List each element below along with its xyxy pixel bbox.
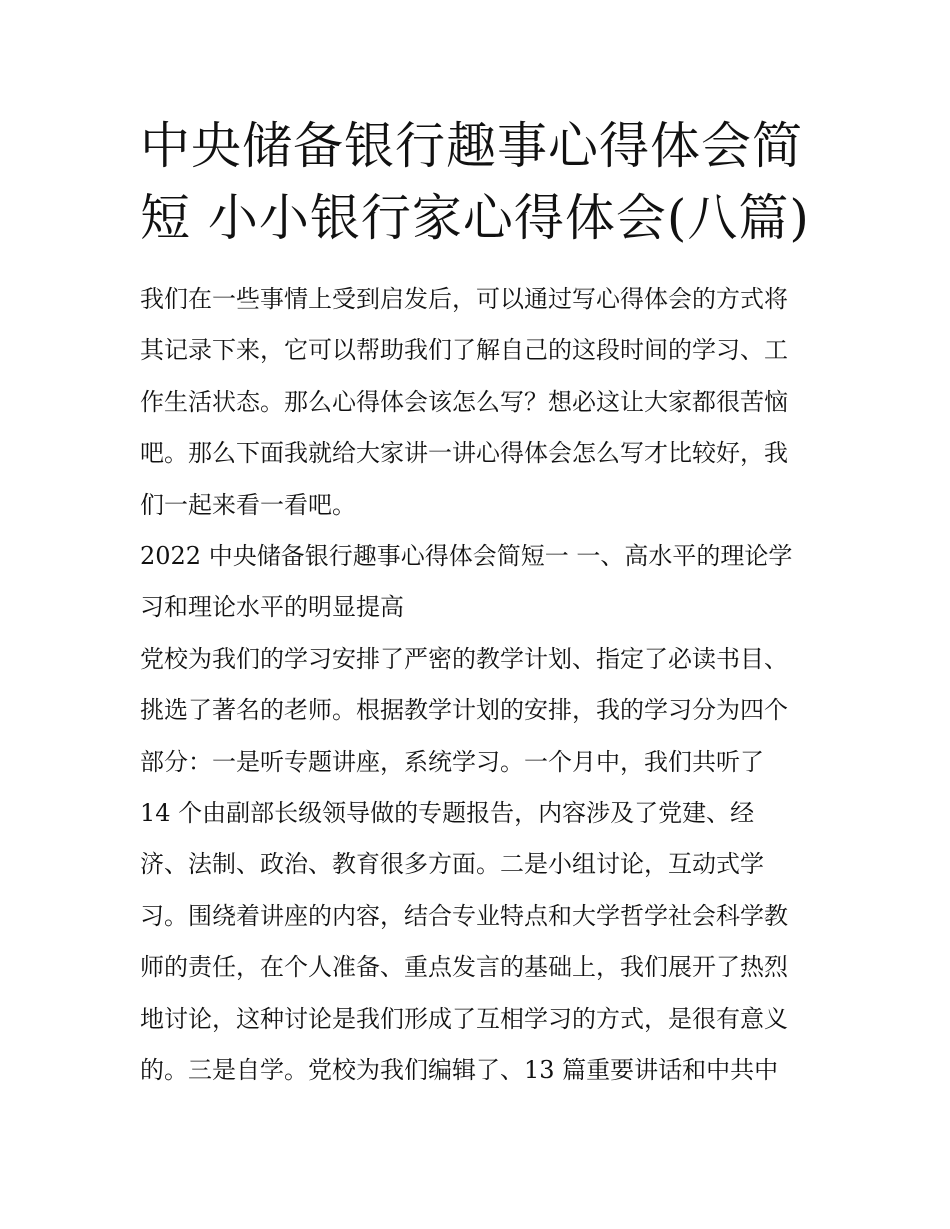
section-heading-line: 2022 中央储备银行趣事心得体会简短一 一、高水平的理论学 <box>140 542 793 571</box>
section-heading-line: 习和理论水平的明显提高 <box>140 593 404 622</box>
intro-line: 其记录下来，它可以帮助我们了解自己的这段时间的学习、工 <box>140 336 788 365</box>
paragraph-line: 习。围绕着讲座的内容，结合专业特点和大学哲学社会科学教 <box>140 901 788 930</box>
paragraph-line: 师的责任，在个人准备、重点发言的基础上，我们展开了热烈 <box>140 953 788 982</box>
document-body <box>140 274 815 1097</box>
paragraph-line: 14 个由副部长级领导做的专题报告，内容涉及了党建、经 <box>140 799 755 828</box>
body-paragraph <box>140 634 815 1097</box>
paragraph-line: 的。三是自学。党校为我们编辑了、13 篇重要讲话和中共中 <box>140 1056 779 1085</box>
section-heading <box>140 531 815 634</box>
intro-line: 吧。那么下面我就给大家讲一讲心得体会怎么写才比较好，我 <box>140 439 788 468</box>
paragraph-line: 部分：一是听专题讲座，系统学习。一个月中，我们共听了 <box>140 747 764 776</box>
intro-line: 我们在一些事情上受到启发后，可以通过写心得体会的方式将 <box>140 285 788 313</box>
paragraph-line: 地讨论，这种讨论是我们形成了互相学习的方式，是很有意义 <box>140 1004 788 1033</box>
paragraph-line: 济、法制、政治、教育很多方面。二是小组讨论，互动式学 <box>140 850 764 879</box>
document-page <box>140 110 815 1097</box>
title-line: 中央储备银行趣事心得体会简 <box>140 117 803 175</box>
paragraph-line: 挑选了著名的老师。根据教学计划的安排，我的学习分为四个 <box>140 696 788 725</box>
paragraph-line: 党校为我们的学习安排了严密的教学计划、指定了必读书目、 <box>140 644 788 673</box>
title-line: 短 小小银行家心得体会(八篇) <box>140 189 810 247</box>
intro-line: 作生活状态。那么心得体会该怎么写？想必这让大家都很苦恼 <box>140 387 788 416</box>
intro-paragraph <box>140 274 815 531</box>
document-title <box>140 110 815 254</box>
intro-line: 们一起来看一看吧。 <box>140 490 356 519</box>
